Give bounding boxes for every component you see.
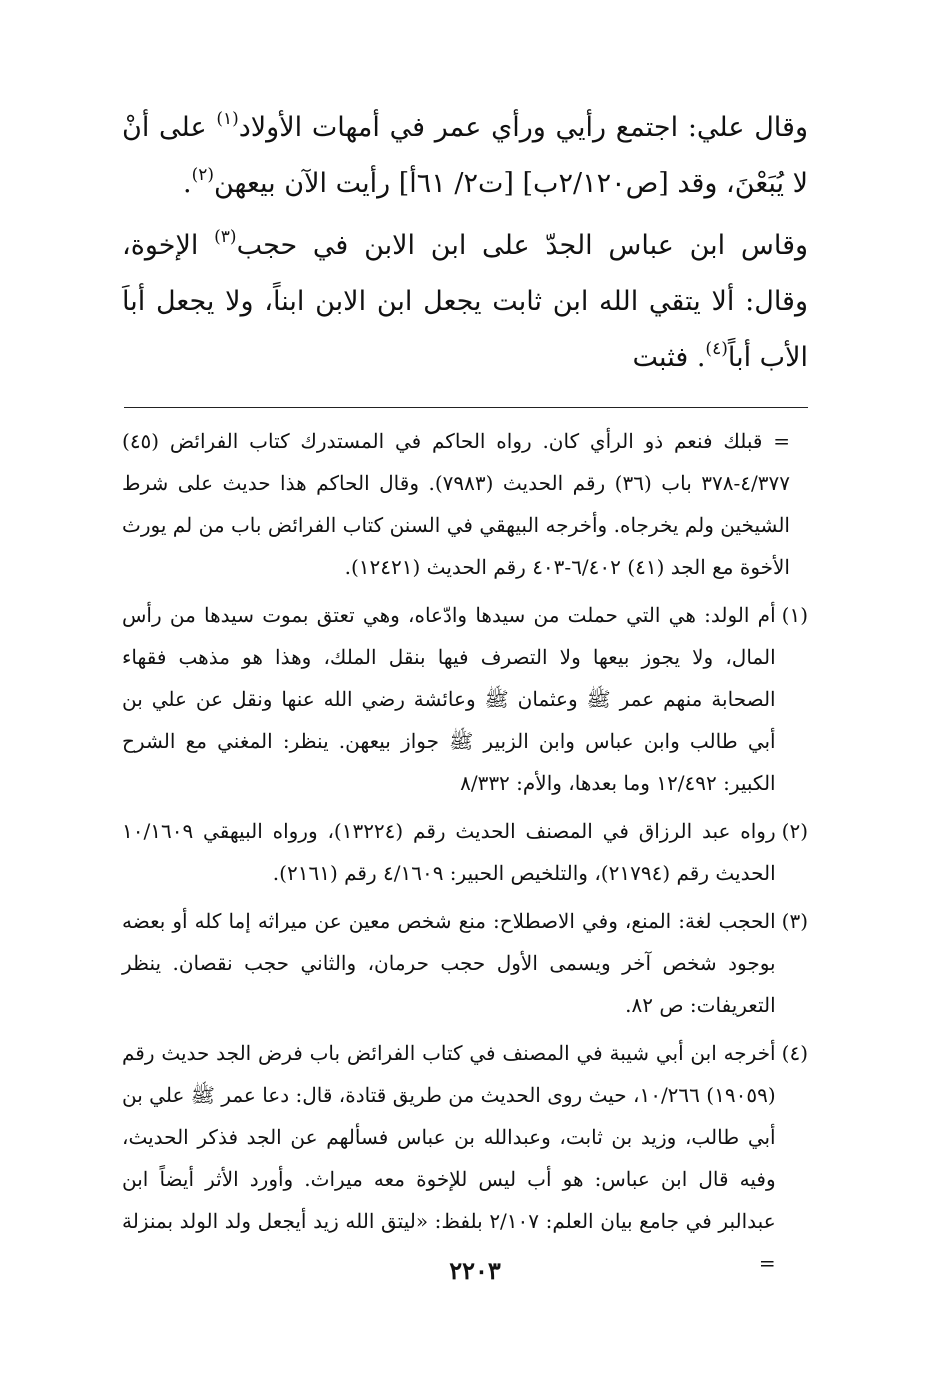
paragraph-1-text-a: وقال علي: اجتمع رأيي ورأي عمر في أمهات الأولاد [238, 112, 808, 143]
main-text [122, 100, 808, 386]
paragraph-2-text-b: الإخوة، وقال: ألا يتقي الله ابن ثابت يجعل ابن الابن ابناً، ولا يجعل أباَ الأب أباً [122, 230, 808, 373]
page-number: ٢٢٠٣ [449, 1256, 501, 1285]
footnote-3 [122, 900, 808, 1026]
footnote-ref-2: (٢) [191, 165, 214, 185]
footnote-ref-4: (٤) [705, 339, 728, 359]
footnote-1-text: أم الولد: هي التي حملت من سيدها وادّعاه، وهي تعتق بموت سيدها من رأس المال، ولا يجوز بيعها ولا التصرف فيها بنقل الملك، وهذا هو مذهب فقهاء الصحابة منهم عمر ﷺ وعثمان ﷺ وعائشة رضي الله عنها ونقل عن علي بن أبي طالب وابن عباس وابن الزبير ﷺ جواز بيعهن. ينظر: المغني مع الشرح الكبير: ١٢/٤٩٢ وما بعدها، والأم: ٨/٣٣٢ [122, 603, 776, 795]
footnote-ref-3: (٣) [214, 227, 237, 247]
footnote-ref-1: (١) [216, 109, 239, 129]
footnote-2 [122, 810, 808, 894]
page-content [122, 100, 808, 1284]
footnote-continuation: = قبلك فنعم ذو الرأي كان. رواه الحاكم في المستدرك كتاب الفرائض (٤٥) ٤/٣٧٧-٣٧٨ باب (٣٦) رقم الحديث (٧٩٨٣). وقال الحاكم هذا حديث على شرط الشيخين ولم يخرجاه. وأخرجه البيهقي في السنن كتاب الفرائض باب من لم يورث الأخوة مع الجد (٤١) ٦/٤٠٢-٤٠٣ رقم الحديث (١٢٤٢١). [122, 429, 790, 579]
paragraph-1-text-b: على أنْ لا يُبَعْنَ، وقد [ص٢/١٢٠ب] [ت٢/ ٦١أ] رأيت الآن بيعهن [122, 112, 808, 199]
footnote-1 [122, 594, 808, 804]
footnote-2-text: رواه عبد الرزاق في المصنف الحديث رقم (١٣٢٢٤)، ورواه البيهقي ١٠/١٦٠٩ الحديث رقم (٢١٧٩٤)، والتلخيص الحبير: ٤/١٦٠٩ رقم (٢١٦١). [122, 819, 776, 885]
footnote-divider [124, 407, 808, 408]
paragraph-2 [122, 218, 808, 386]
paragraph-2-text-a: وقاس ابن عباس الجدّ على ابن الابن في حجب [236, 230, 809, 261]
footnote-3-marker: (٣) [781, 909, 808, 933]
footnote-4 [122, 1032, 808, 1284]
footnote-4-marker: (٤) [781, 1041, 808, 1065]
footnote-3-text: الحجب لغة: المنع، وفي الاصطلاح: منع شخص معين عن ميراثه إما كله أو بعضه بوجود شخص آخر ويسمى الأول حجب حرمان، والثاني حجب نقصان. ينظر التعريفات: ص ٨٢. [122, 909, 776, 1017]
footnotes [122, 420, 808, 1284]
paragraph-1-text-c: . [182, 168, 192, 199]
footnote-4-text: أخرجه ابن أبي شيبة في المصنف في كتاب الفرائض باب فرض الجد حديث رقم (١٩٠٥٩) ١٠/٢٦٦، حيث روى الحديث من طريق قتادة، قال: دعا عمر ﷺ علي بن أبي طالب، وزيد بن ثابت، وعبدالله بن عباس فسألهم عن الجد فذكر الحديث، وفيه قال ابن عباس: هو أب ليس للإخوة معه ميراث. وأورد الأثر أيضاً ابن عبدالبر في جامع بيان العلم: ٢/١٠٧ بلفظ: «ليتق الله زيد أيجعل ولد الولد بمنزلة = [122, 1041, 776, 1275]
footnote-2-marker: (٢) [781, 819, 808, 843]
paragraph-1 [122, 100, 808, 212]
paragraph-2-text-c: . فثبت [632, 342, 706, 373]
footnote-1-marker: (١) [781, 603, 808, 627]
